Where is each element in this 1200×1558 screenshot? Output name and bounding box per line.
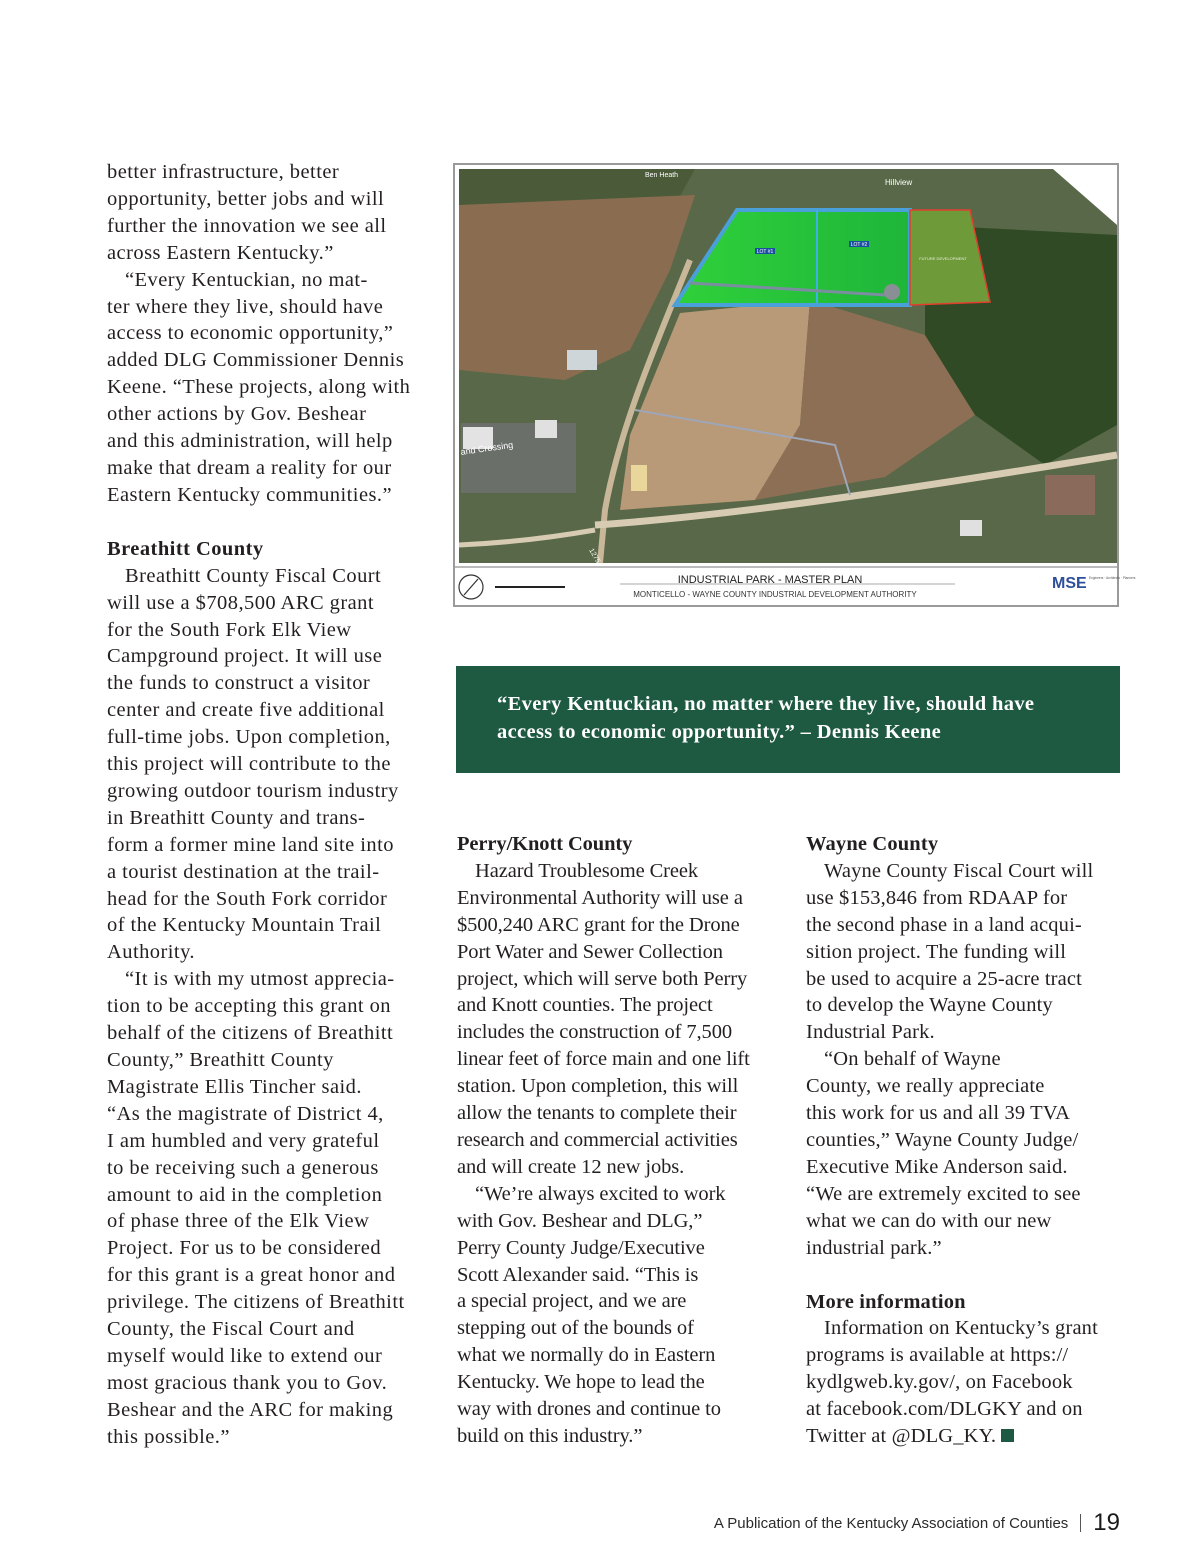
section-heading-wayne: Wayne County	[806, 833, 939, 855]
text-line: allow the tenants to complete their	[457, 1102, 737, 1125]
text-line: full-time jobs. Upon completion,	[107, 726, 391, 749]
text-line: for the South Fork Elk View	[107, 618, 352, 641]
text-line: what we normally do in Eastern	[457, 1344, 716, 1367]
text-line: Eastern Kentucky communities.”	[107, 483, 393, 506]
cul-de-sac	[884, 284, 900, 300]
text-line: what we can do with our new	[806, 1209, 1052, 1232]
building-roof	[567, 350, 597, 370]
map-title: INDUSTRIAL PARK - MASTER PLAN	[677, 574, 863, 586]
text-line: includes the construction of 7,500	[457, 1021, 733, 1044]
mse-logo: MSE	[1052, 575, 1087, 592]
store-label: and Crossing	[459, 439, 514, 457]
text-line: of phase three of the Elk View	[107, 1210, 370, 1233]
text-line: myself would like to extend our	[107, 1344, 383, 1367]
text-line: counties,” Wayne County Judge/	[806, 1128, 1079, 1151]
text-line: Campground project. It will use	[107, 645, 383, 668]
route-label: 1275	[587, 547, 602, 565]
road-label-hillview: Hillview	[885, 178, 913, 187]
paragraph-perry-knott-grant	[457, 858, 772, 1181]
text-line: build on this industry.”	[457, 1424, 643, 1447]
paragraph-breathitt-grant	[107, 563, 422, 967]
text-line: be used to acquire a 25-acre tract	[806, 967, 1083, 990]
text-line: amount to aid in the completion	[107, 1183, 383, 1206]
text-line: and this administration, will help	[107, 430, 393, 453]
text-line: Keene. “These projects, along with	[107, 376, 411, 399]
text-line: County,” Breathitt County	[107, 1049, 334, 1071]
text-line: added DLG Commissioner Dennis	[107, 349, 405, 372]
text-line: Breathitt County Fiscal Court	[125, 564, 382, 587]
page-footer	[714, 1506, 1120, 1540]
text-line: at facebook.com/DLGKY and on	[806, 1398, 1083, 1421]
text-line: Industrial Park.	[806, 1021, 935, 1044]
section-heading-breathitt: Breathitt County	[107, 537, 264, 560]
text-line: to be receiving such a generous	[107, 1156, 379, 1179]
text-line: Twitter at @DLG_KY.	[806, 1425, 997, 1448]
text-line: of the Kentucky Mountain Trail	[107, 914, 382, 937]
text-line: better infrastructure, better	[107, 161, 340, 183]
text-line: ter where they live, should have	[107, 295, 384, 318]
building-roof	[535, 420, 557, 438]
lot2-label: LOT #2	[850, 242, 868, 248]
publication-credit: A Publication of the Kentucky Association of Counties	[713, 1514, 1069, 1532]
paragraph-wayne-grant	[806, 858, 1124, 1046]
text-line: stepping out of the bounds of	[457, 1317, 694, 1340]
section-heading-more-information: More information	[806, 1290, 966, 1313]
text-line: research and commercial activities	[457, 1128, 738, 1151]
text-line: access to economic opportunity.” – Dennis Keene	[497, 721, 942, 743]
footer-divider	[1080, 1514, 1081, 1532]
text-line: “It is with my utmost apprecia-	[125, 968, 395, 991]
end-of-article-square-icon	[1001, 1429, 1014, 1442]
text-line: Wayne County Fiscal Court will	[824, 859, 1094, 882]
paragraph-more-information	[806, 1315, 1124, 1450]
text-line: will use a $708,500 ARC grant	[107, 591, 375, 614]
text-line: sition project. The funding will	[806, 940, 1067, 963]
future-site-pad	[631, 465, 647, 491]
text-line: a tourist destination at the trail-	[107, 860, 380, 883]
text-line: Magistrate Ellis Tincher said.	[107, 1075, 362, 1098]
text-line: make that dream a reality for our	[107, 456, 392, 479]
text-line: I am humbled and very grateful	[107, 1129, 380, 1152]
text-line: the second phase in a land acqui-	[806, 913, 1082, 936]
text-line: other actions by Gov. Beshear	[107, 403, 367, 426]
text-line: to develop the Wayne County	[806, 994, 1053, 1017]
text-line: industrial park.”	[806, 1236, 942, 1259]
text-line: Information on Kentucky’s grant	[824, 1317, 1098, 1340]
text-line: and Knott counties. The project	[457, 994, 713, 1017]
map-subtitle: MONTICELLO - WAYNE COUNTY INDUSTRIAL DEVELOPMENT AUTHORITY	[633, 590, 917, 599]
text-line: this project will contribute to the	[107, 753, 391, 776]
paragraph-continued	[107, 159, 422, 267]
article-column-3	[806, 831, 1124, 1450]
paragraph-anderson-quote	[806, 1046, 1124, 1261]
text-line: for this grant is a great honor and	[107, 1264, 396, 1287]
building-roof	[960, 520, 982, 536]
text-line: most gracious thank you to Gov.	[107, 1371, 388, 1394]
text-line: across Eastern Kentucky.”	[107, 241, 334, 264]
text-line: this work for us and all 39 TVA	[806, 1102, 1071, 1125]
paragraph-alexander-quote	[457, 1181, 772, 1450]
road-label-north: Ben Heath	[645, 172, 679, 179]
building-cluster	[1045, 475, 1095, 515]
text-line: Environmental Authority will use a	[457, 886, 743, 909]
text-line: opportunity, better jobs and will	[107, 187, 385, 210]
text-line: “On behalf of Wayne	[824, 1048, 1001, 1071]
text-line: growing outdoor tourism industry	[107, 779, 399, 802]
text-line: $500,240 ARC grant for the Drone	[457, 913, 740, 936]
text-line: “We’re always excited to work	[475, 1182, 726, 1205]
text-line: Executive Mike Anderson said.	[806, 1155, 1068, 1178]
text-line: access to economic opportunity,”	[107, 322, 394, 345]
article-column-1	[107, 159, 422, 1451]
paragraph-tincher-quote	[107, 966, 422, 1450]
text-line: use $153,846 from RDAAP for	[806, 886, 1068, 909]
text-line: further the innovation we see all	[107, 214, 387, 237]
text-line: Scott Alexander said. “This is	[457, 1263, 699, 1286]
text-line: in Breathitt County and trans-	[107, 806, 366, 829]
text-line: Beshear and the ARC for making	[107, 1398, 394, 1421]
aerial-map	[455, 165, 1136, 605]
article-column-2	[457, 831, 772, 1450]
pull-quote-text	[497, 690, 1080, 746]
section-heading-perry-knott: Perry/Knott County	[457, 833, 633, 855]
industrial-park-master-plan-image	[453, 163, 1136, 607]
text-line: “As the magistrate of District 4,	[107, 1102, 384, 1125]
text-line: form a former mine land site into	[107, 833, 394, 856]
text-line: the funds to construct a visitor	[107, 672, 371, 695]
text-line: a special project, and we are	[457, 1290, 687, 1313]
text-line: center and create five additional	[107, 699, 385, 722]
text-line: and will create 12 new jobs.	[457, 1155, 685, 1178]
text-line: Port Water and Sewer Collection	[457, 940, 723, 963]
text-line: Hazard Troublesome Creek	[475, 859, 699, 882]
text-line: privilege. The citizens of Breathitt	[107, 1291, 405, 1314]
text-line: County, we really appreciate	[806, 1075, 1045, 1098]
text-line: “We are extremely excited to see	[806, 1182, 1081, 1205]
mse-logo-subtext: Engineers · Architects · Planners	[1089, 576, 1136, 580]
text-line: “Every Kentuckian, no matter where they live, should have	[497, 693, 1035, 715]
text-line: project, which will serve both Perry	[457, 967, 748, 990]
pull-quote-box	[456, 666, 1120, 773]
future-development-label: FUTURE DEVELOPMENT	[919, 256, 967, 261]
lot1-label: LOT #1	[756, 249, 774, 255]
text-line: “Every Kentuckian, no mat-	[125, 268, 368, 291]
text-line: Perry County Judge/Executive	[457, 1236, 705, 1259]
text-line: County, the Fiscal Court and	[107, 1318, 355, 1341]
text-line: way with drones and continue to	[457, 1398, 721, 1421]
text-line: behalf of the citizens of Breathitt	[107, 1022, 394, 1045]
text-line: this possible.”	[107, 1425, 230, 1448]
text-line: programs is available at https://	[806, 1344, 1069, 1367]
text-line: Kentucky. We hope to lead the	[457, 1371, 705, 1394]
text-line: with Gov. Beshear and DLG,”	[457, 1209, 703, 1232]
text-line: kydlgweb.ky.gov/, on Facebook	[806, 1371, 1073, 1394]
page-number: 19	[1093, 1509, 1120, 1536]
paragraph-keene-quote	[107, 267, 422, 509]
text-line: Project. For us to be considered	[107, 1237, 382, 1260]
text-line: tion to be accepting this grant on	[107, 995, 392, 1018]
text-line: station. Upon completion, this will	[457, 1075, 739, 1098]
text-line: head for the South Fork corridor	[107, 887, 388, 910]
text-line: linear feet of force main and one lift	[457, 1048, 750, 1071]
text-line: Authority.	[107, 941, 196, 964]
